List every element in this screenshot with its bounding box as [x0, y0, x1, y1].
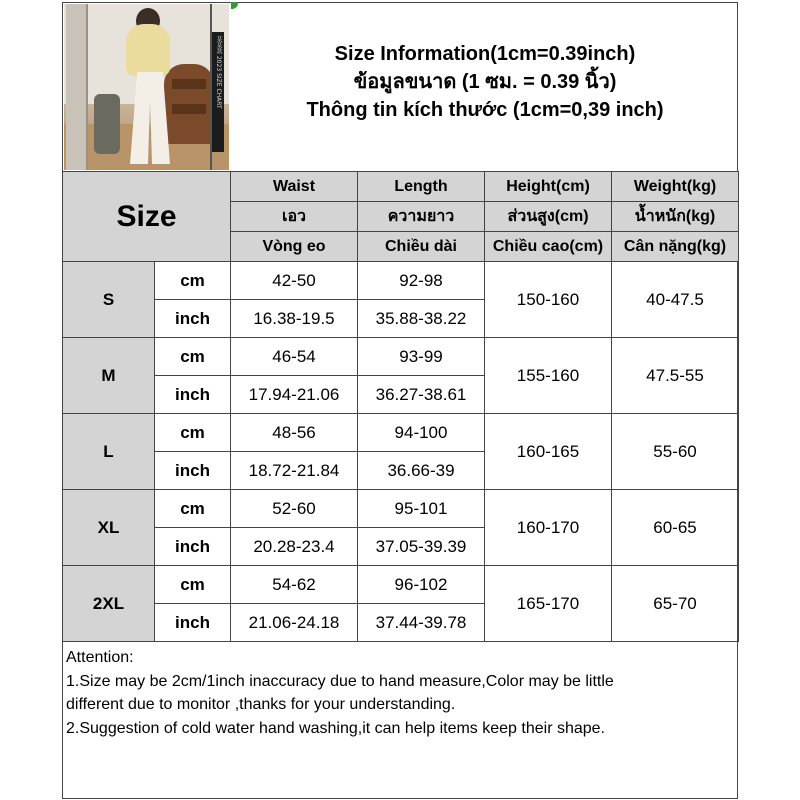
size-label-l: L [63, 414, 155, 490]
size-label-s: S [63, 262, 155, 338]
waist-inch: 16.38-19.5 [231, 300, 358, 338]
notes-line-3: 2.Suggestion of cold water hand washing,it can help items keep their shape. [66, 719, 605, 737]
weight-range: 60-65 [612, 490, 739, 566]
waist-inch: 17.94-21.06 [231, 376, 358, 414]
waist-cm: 42-50 [231, 262, 358, 300]
unit-cm: cm [155, 262, 231, 300]
unit-inch: inch [155, 452, 231, 490]
size-label-2xl: 2XL [63, 566, 155, 642]
length-inch: 37.44-39.78 [358, 604, 485, 642]
photo-tag: 某某款 2023 SIZE CHART [212, 32, 224, 152]
notes-title: Attention: [66, 649, 134, 666]
col-weight-en: Weight(kg) [612, 172, 739, 202]
unit-inch: inch [155, 376, 231, 414]
unit-cm: cm [155, 490, 231, 528]
unit-cm: cm [155, 338, 231, 376]
length-inch: 36.66-39 [358, 452, 485, 490]
col-height-en: Height(cm) [485, 172, 612, 202]
size-table [62, 171, 739, 642]
height-range: 160-170 [485, 490, 612, 566]
col-length-en: Length [358, 172, 485, 202]
col-weight-vi: Cân nặng(kg) [612, 232, 739, 262]
notes-line-1: 1.Size may be 2cm/1inch inaccuracy due to hand measure,Color may be little [66, 672, 614, 690]
title-thai: ข้อมูลขนาด (1 ซม. = 0.39 นิ้ว) [353, 71, 617, 93]
length-inch: 37.05-39.39 [358, 528, 485, 566]
height-range: 155-160 [485, 338, 612, 414]
col-length-vi: Chiều dài [358, 232, 485, 262]
weight-range: 55-60 [612, 414, 739, 490]
length-cm: 93-99 [358, 338, 485, 376]
waist-cm: 52-60 [231, 490, 358, 528]
col-height-vi: Chiều cao(cm) [485, 232, 612, 262]
product-photo [64, 4, 229, 170]
size-label-xl: XL [63, 490, 155, 566]
waist-inch: 21.06-24.18 [231, 604, 358, 642]
size-label-m: M [63, 338, 155, 414]
unit-inch: inch [155, 604, 231, 642]
col-length-th: ความยาว [358, 202, 485, 232]
title-vietnamese: Thông tin kích thước (1cm=0,39 inch) [306, 99, 664, 121]
length-cm: 96-102 [358, 566, 485, 604]
weight-range: 47.5-55 [612, 338, 739, 414]
title-english: Size Information(1cm=0.39inch) [334, 43, 636, 65]
waist-inch: 20.28-23.4 [231, 528, 358, 566]
height-range: 165-170 [485, 566, 612, 642]
weight-range: 40-47.5 [612, 262, 739, 338]
col-height-th: ส่วนสูง(cm) [485, 202, 612, 232]
size-info-title [232, 40, 738, 124]
waist-cm: 48-56 [231, 414, 358, 452]
attention-notes [66, 646, 734, 740]
weight-range: 65-70 [612, 566, 739, 642]
length-inch: 36.27-38.61 [358, 376, 485, 414]
col-waist-en: Waist [231, 172, 358, 202]
waist-cm: 46-54 [231, 338, 358, 376]
length-cm: 94-100 [358, 414, 485, 452]
unit-inch: inch [155, 528, 231, 566]
unit-cm: cm [155, 566, 231, 604]
unit-inch: inch [155, 300, 231, 338]
height-range: 160-165 [485, 414, 612, 490]
unit-cm: cm [155, 414, 231, 452]
waist-inch: 18.72-21.84 [231, 452, 358, 490]
height-range: 150-160 [485, 262, 612, 338]
col-weight-th: น้ำหนัก(kg) [612, 202, 739, 232]
length-inch: 35.88-38.22 [358, 300, 485, 338]
col-waist-vi: Vòng eo [231, 232, 358, 262]
notes-line-2: different due to monitor ,thanks for your understanding. [66, 696, 456, 713]
size-header: Size [63, 172, 231, 262]
length-cm: 95-101 [358, 490, 485, 528]
waist-cm: 54-62 [231, 566, 358, 604]
col-waist-th: เอว [231, 202, 358, 232]
length-cm: 92-98 [358, 262, 485, 300]
